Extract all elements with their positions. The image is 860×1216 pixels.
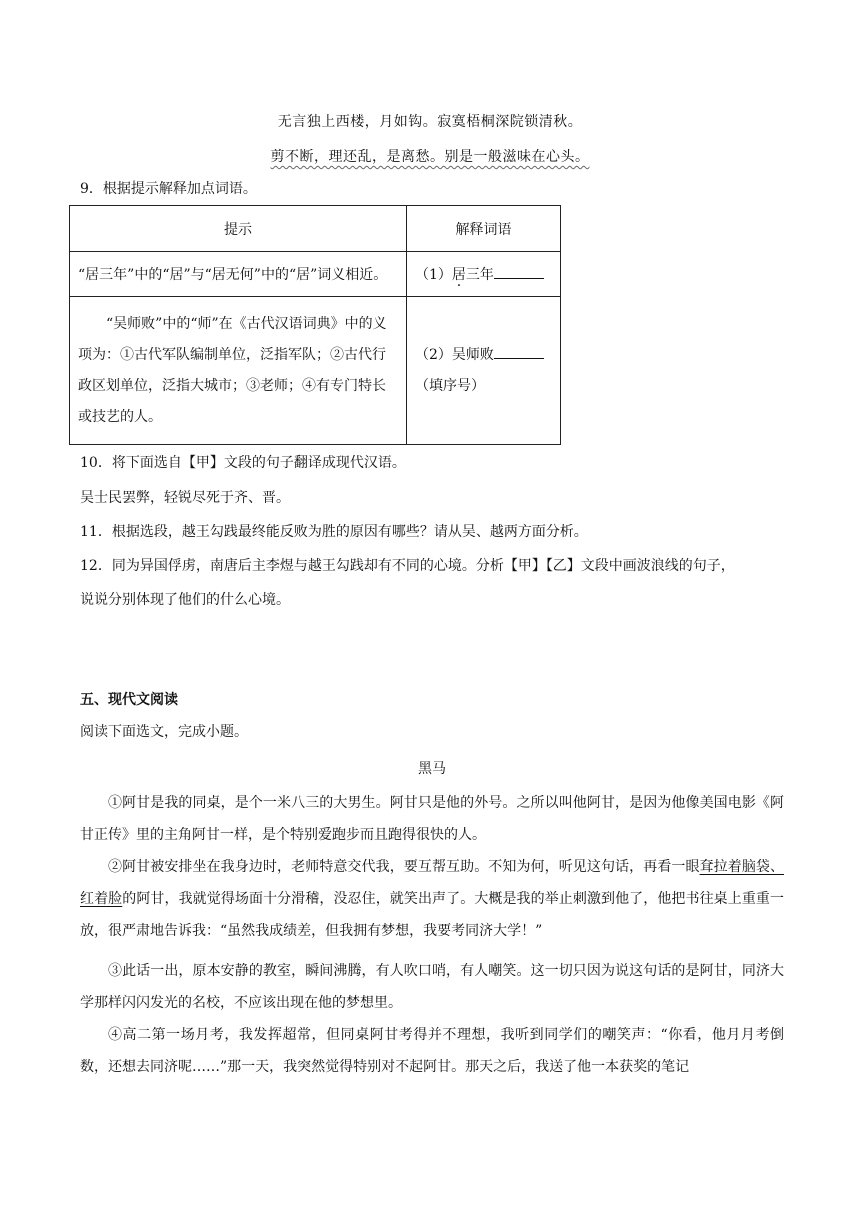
dotted-word-ju: 居 <box>451 267 466 283</box>
answer-blank-2[interactable] <box>494 344 544 359</box>
section-instruction: 阅读下面选文，完成小题。 <box>80 724 248 740</box>
question-10: 10．将下面选自【甲】文段的句子翻译成现代汉语。 <box>80 455 406 471</box>
poem-line-1: 无言独上西楼，月如钩。寂寞梧桐深院锁清秋。 <box>277 114 583 130</box>
question-12-line-1: 12．同为异国俘虏，南唐后主李煜与越王勾践却有不同的心境。分析【甲】【乙】文段中画波浪线的句子， <box>80 558 735 574</box>
paragraph-2-a: ②阿甘被安排坐在我身边时，老师特意交代我，要互帮互助。不知为何，听见这句话，再看一眼 <box>108 859 700 875</box>
underlined-phrase: 耷拉着脑袋、红着脸 <box>80 859 785 907</box>
question-9-table <box>69 205 561 445</box>
paragraph-2 <box>80 851 784 947</box>
answer-blank-1[interactable] <box>494 264 544 279</box>
answer-cell-1 <box>407 252 561 297</box>
table-header-answer: 解释词语 <box>407 206 561 252</box>
question-11: 11．根据选段，越王勾践最终能反败为胜的原因有哪些？请从吴、越两方面分析。 <box>80 524 588 540</box>
hint-cell-1: “居三年”中的“居”与“居无何”中的“居”词义相近。 <box>70 252 407 297</box>
article-title: 黑马 <box>418 761 446 777</box>
hint-cell-2: “吴师败”中的“师”在《古代汉语词典》中的义项为：①古代军队编制单位，泛指军队；②古代行政区划单位，泛指大城市；③老师；④有专门特长或技艺的人。 <box>70 297 407 445</box>
answer-prefix-1: （1） <box>415 267 452 283</box>
paragraph-4: ④高二第一场月考，我发挥超常，但同桌阿甘考得并不理想，我听到同学们的嘲笑声：“你看，他月月考倒数，还想去同济呢……”那一天，我突然觉得特别对不起阿甘。那天之后，我送了他一本获奖的笔记 <box>80 1027 784 1075</box>
paragraph-1: ①阿甘是我的同桌，是个一米八三的大男生。阿甘只是他的外号。之所以叫他阿甘，是因为他像美国电影《阿甘正传》里的主角阿甘一样，是个特别爱跑步而且跑得很快的人。 <box>80 795 784 843</box>
paragraph-2-b: 的阿甘，我就觉得场面十分滑稽，没忍住，就笑出声了。大概是我的举止刺激到他了，他把书往桌上重重一放，很严肃地告诉我：“虽然我成绩差，但我拥有梦想，我要考同济大学！” <box>80 891 785 939</box>
poem-line-2 <box>0 146 860 166</box>
section-heading: 五、现代文阅读 <box>80 692 178 708</box>
dotted-word-shi: 师 · <box>466 347 480 363</box>
answer-rest-1: 三年 <box>465 267 494 283</box>
wavy-underlined-text: 剪不断，理还乱，是离愁。别是一般滋味在心头。 <box>270 149 590 165</box>
question-12-line-2: 说说分别体现了他们的什么心境。 <box>80 592 290 608</box>
answer-cell-2 <box>407 297 561 445</box>
table-header-hint: 提示 <box>70 206 407 252</box>
answer-rest-2: 败 <box>479 346 494 363</box>
answer-prefix-2: （2）吴 <box>415 346 466 363</box>
answer-note: （填序号） <box>415 377 485 394</box>
question-10-sentence: 吴士民罢弊，轻锐尽死于齐、晋。 <box>80 490 290 506</box>
paragraph-3: ③此话一出，原本安静的教室，瞬间沸腾，有人吹口哨，有人嘲笑。这一切只因为说这句话的是阿甘，同济大学那样闪闪发光的名校，不应该出现在他的梦想里。 <box>80 963 784 1011</box>
question-9: 9．根据提示解释加点词语。 <box>80 181 257 197</box>
